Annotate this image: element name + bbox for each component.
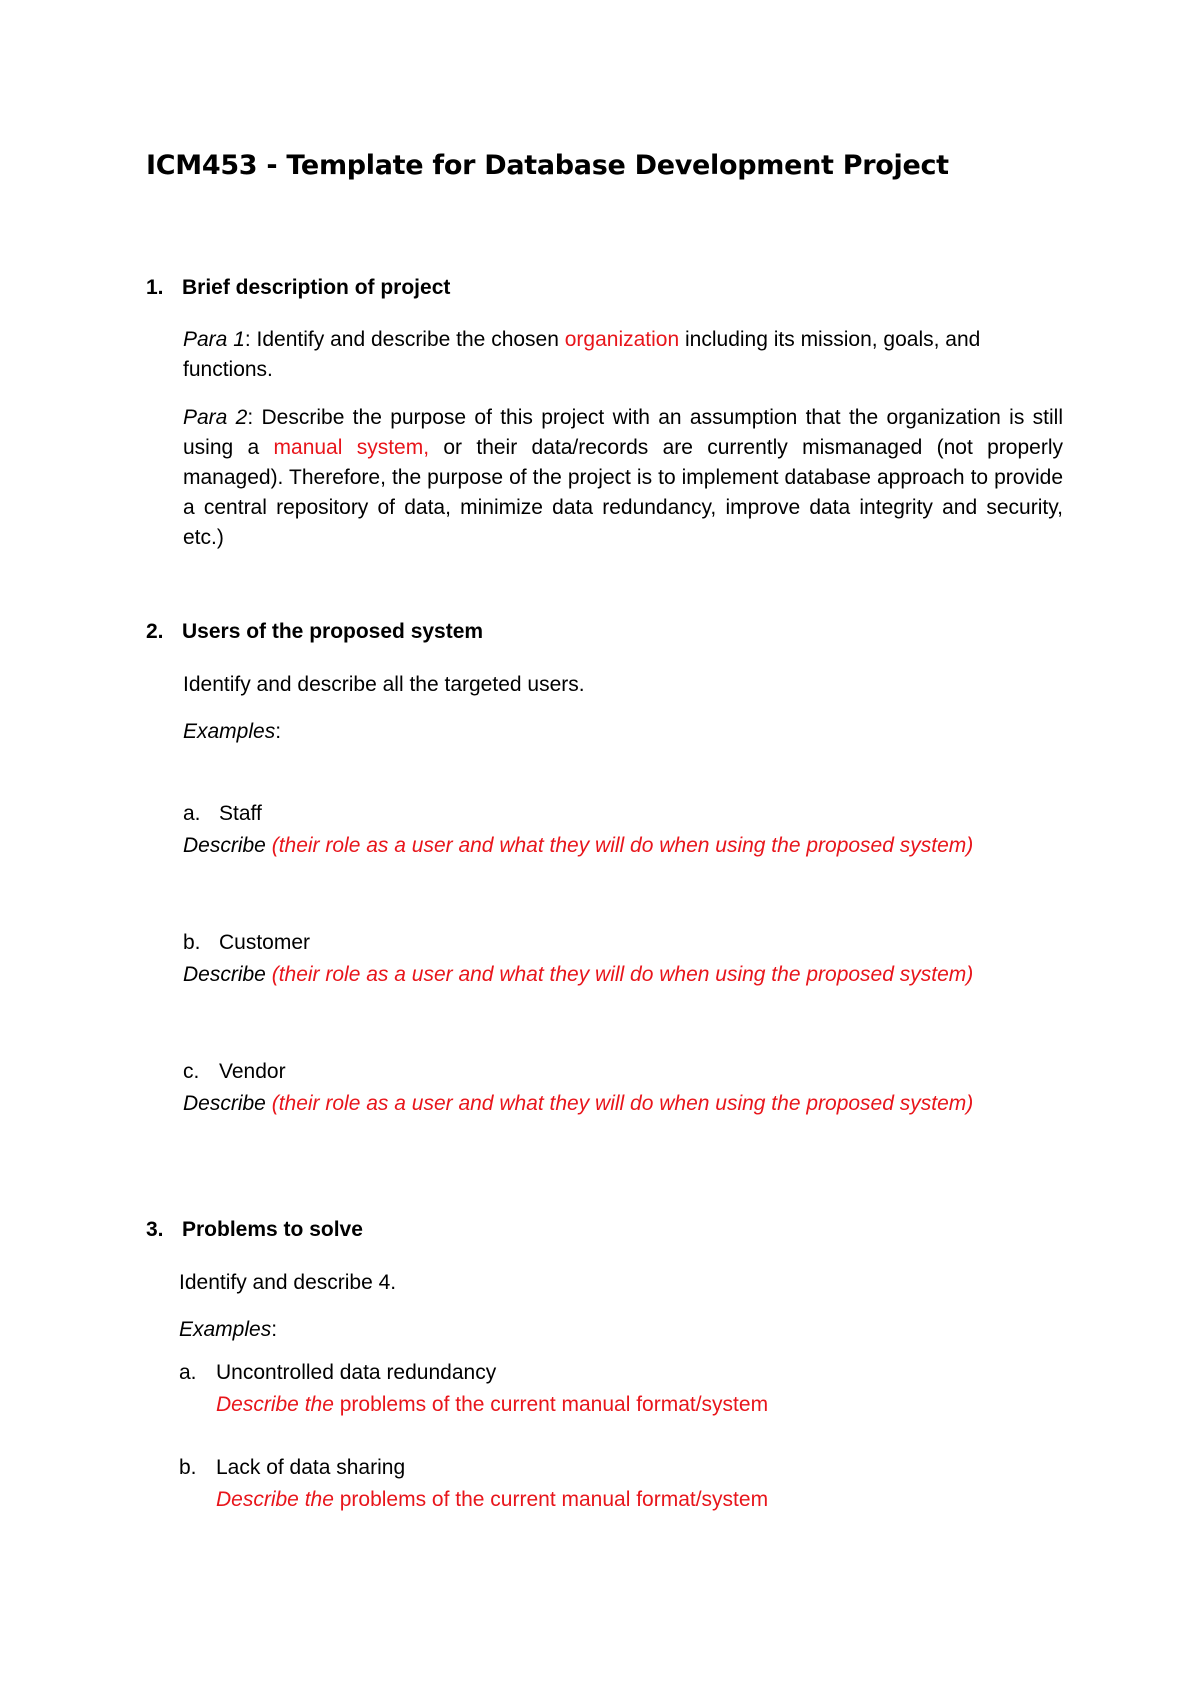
- describe-detail: problems of the current manual format/system: [333, 1393, 769, 1416]
- para-2-label: Para 2: [183, 406, 248, 429]
- section-2-heading: [146, 620, 483, 644]
- para-1-label: Para 1: [183, 328, 245, 351]
- problem-description: [216, 1393, 768, 1417]
- describe-word: Describe: [183, 1092, 266, 1115]
- user-item-vendor: [183, 1060, 286, 1084]
- describe-detail: problems of the current manual format/system: [333, 1488, 769, 1511]
- list-marker: b.: [183, 931, 201, 954]
- section-3-number: 3.: [146, 1218, 164, 1241]
- examples-word: Examples: [183, 720, 276, 743]
- user-description: [183, 1089, 1063, 1119]
- section-3-intro: Identify and describe 4.: [179, 1271, 397, 1294]
- user-description: [183, 960, 1063, 990]
- section-2-intro: Identify and describe all the targeted users.: [183, 673, 585, 696]
- problem-description: [216, 1488, 768, 1512]
- section-1-para-2: [183, 403, 1063, 553]
- list-marker: b.: [179, 1456, 197, 1479]
- problem-name: Uncontrolled data redundancy: [216, 1361, 497, 1384]
- section-1-title: Brief description of project: [182, 276, 451, 299]
- section-2-title: Users of the proposed system: [182, 620, 484, 643]
- section-2-examples-label: [183, 720, 281, 744]
- examples-colon: :: [271, 1318, 278, 1341]
- describe-detail: (their role as a user and what they will do when using the proposed system): [265, 1092, 974, 1115]
- para-2-highlight: manual system,: [273, 436, 430, 459]
- problem-name: Lack of data sharing: [216, 1456, 406, 1479]
- para-2-text-a: : Describe the purpose of this project with an assumption that the organization is still using a: [183, 406, 1063, 459]
- problem-item-sharing: [179, 1456, 405, 1480]
- list-marker: a.: [179, 1361, 197, 1384]
- section-1-heading: [146, 276, 450, 300]
- para-1-text-a: : Identify and describe the chosen: [244, 328, 565, 351]
- problem-item-redundancy: [179, 1361, 496, 1385]
- describe-word: Describe the: [216, 1488, 334, 1511]
- describe-word: Describe the: [216, 1393, 334, 1416]
- user-name: Vendor: [219, 1060, 286, 1083]
- document-title: ICM453 - Template for Database Development Project: [146, 150, 949, 181]
- describe-detail: (their role as a user and what they will do when using the proposed system): [265, 963, 974, 986]
- section-1-para-1: [183, 325, 1063, 385]
- section-1-number: 1.: [146, 276, 164, 299]
- section-3-heading: [146, 1218, 363, 1242]
- list-marker: a.: [183, 802, 201, 825]
- para-1-highlight: organization: [564, 328, 680, 351]
- user-item-staff: [183, 802, 262, 826]
- list-marker: c.: [183, 1060, 200, 1083]
- user-name: Staff: [219, 802, 262, 825]
- user-item-customer: [183, 931, 310, 955]
- section-2-number: 2.: [146, 620, 164, 643]
- describe-word: Describe: [183, 963, 266, 986]
- para-1-text-b: including its mission, goals, and functions.: [183, 328, 981, 381]
- para-2-text-b: or their data/records are currently mismanaged (not properly managed). Therefore, the purpose of the project is to implement database approach to provide a central repository of data, minimize data redundancy, improve data integrity and security, etc.): [183, 436, 1063, 549]
- user-description: [183, 831, 1063, 861]
- describe-detail: (their role as a user and what they will do when using the proposed system): [265, 834, 974, 857]
- examples-colon: :: [275, 720, 282, 743]
- section-3-examples-label: [179, 1318, 277, 1342]
- section-3-title: Problems to solve: [182, 1218, 363, 1241]
- user-name: Customer: [219, 931, 311, 954]
- examples-word: Examples: [179, 1318, 272, 1341]
- describe-word: Describe: [183, 834, 266, 857]
